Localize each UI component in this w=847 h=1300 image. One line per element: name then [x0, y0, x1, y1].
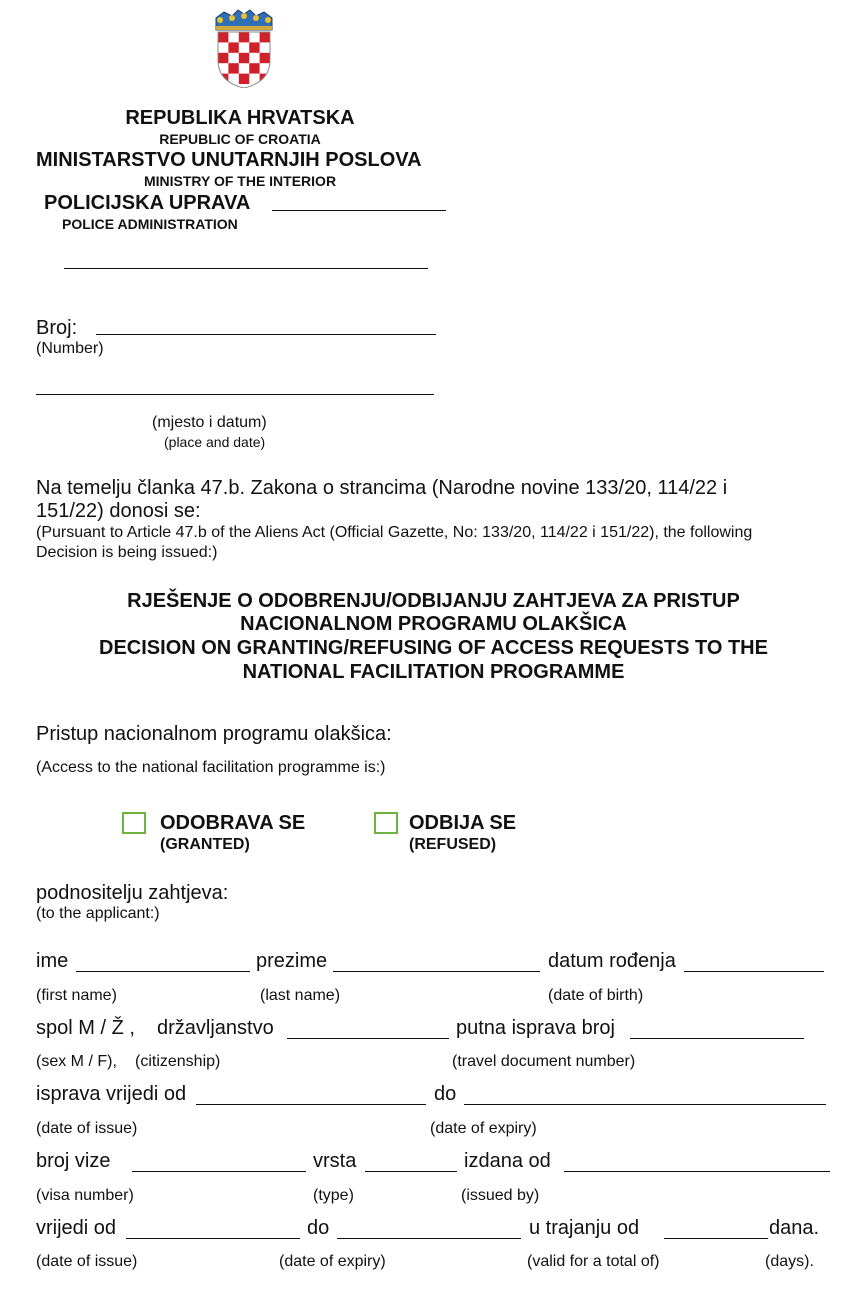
last-name-label-en: (last name): [260, 987, 341, 1004]
visa-number-field[interactable]: [132, 1171, 306, 1172]
legal-basis-en-line2: Decision is being issued:): [36, 544, 218, 561]
citizenship-label-en: (citizenship): [135, 1053, 221, 1070]
dob-field[interactable]: [684, 971, 824, 972]
number-label: Broj:: [36, 317, 78, 339]
doc-valid-to-field[interactable]: [464, 1104, 826, 1105]
header-police-en: POLICE ADMINISTRATION: [62, 216, 238, 232]
doc-valid-to-label: do: [434, 1083, 457, 1105]
issued-by-field[interactable]: [564, 1171, 830, 1172]
citizenship-field[interactable]: [287, 1038, 449, 1039]
legal-basis-en-line1: (Pursuant to Article 47.b of the Aliens Act (Official Gazette, No: 133/20, 114/22 i 151/22), the following: [36, 524, 753, 541]
header-ministry: MINISTARSTVO UNUTARNJIH POSLOVA: [36, 149, 422, 171]
first-name-label: ime: [36, 950, 69, 972]
refused-label: ODBIJA SE: [409, 812, 517, 834]
citizenship-label: državljanstvo: [157, 1017, 274, 1039]
legal-basis-line1: Na temelju članka 47.b. Zakona o strancima (Narodne novine 133/20, 114/22 i: [36, 477, 728, 499]
identity-row: [0, 1017, 847, 1043]
number-label-en: (Number): [36, 340, 104, 357]
header-republic-en: REPUBLIC OF CROATIA: [159, 131, 321, 147]
issued-by-label-en: (issued by): [461, 1187, 540, 1204]
duration-label-en: (valid for a total of): [527, 1253, 660, 1270]
police-admin-field[interactable]: [272, 210, 446, 211]
doc-valid-to-label-en: (date of expiry): [430, 1120, 537, 1137]
visa-validity-row: [0, 1217, 847, 1243]
last-name-label: prezime: [256, 950, 328, 972]
dob-label-en: (date of birth): [548, 987, 644, 1004]
visa-number-label: broj vize: [36, 1150, 111, 1172]
refused-checkbox[interactable]: [374, 812, 398, 834]
title-line4: NATIONAL FACILITATION PROGRAMME: [242, 661, 625, 683]
refused-label-en: (REFUSED): [409, 836, 497, 853]
valid-from-label: vrijedi od: [36, 1217, 117, 1239]
visa-type-field[interactable]: [365, 1171, 457, 1172]
visa-row: [0, 1150, 847, 1176]
doc-validity-row: [0, 1083, 847, 1109]
sex-label: spol M / Ž ,: [36, 1017, 135, 1039]
applicant-label: podnositelju zahtjeva:: [36, 882, 229, 904]
granted-checkbox[interactable]: [122, 812, 146, 834]
header-ministry-en: MINISTRY OF THE INTERIOR: [143, 173, 337, 189]
place-date-label: (mjesto i datum): [152, 414, 267, 431]
admin-unit-field[interactable]: [64, 268, 428, 269]
granted-label: ODOBRAVA SE: [160, 812, 306, 834]
valid-from-field[interactable]: [126, 1238, 300, 1239]
place-date-field[interactable]: [36, 394, 434, 395]
valid-to-label: do: [307, 1217, 330, 1239]
name-row: [0, 950, 847, 976]
travel-doc-label-en: (travel document number): [452, 1053, 636, 1070]
days-label: dana.: [769, 1217, 820, 1239]
doc-valid-from-label: isprava vrijedi od: [36, 1083, 187, 1105]
travel-doc-label: putna isprava broj: [456, 1017, 615, 1039]
duration-field[interactable]: [664, 1238, 768, 1239]
issued-by-label: izdana od: [464, 1150, 551, 1172]
title-line1: RJEŠENJE O ODOBRENJU/ODBIJANJU ZAHTJEVA ZA PRISTUP: [127, 590, 740, 612]
doc-valid-from-label-en: (date of issue): [36, 1120, 138, 1137]
access-label-en: (Access to the national facilitation programme is:): [36, 759, 386, 776]
title-line3: DECISION ON GRANTING/REFUSING OF ACCESS REQUESTS TO THE: [99, 637, 768, 659]
valid-to-field[interactable]: [337, 1238, 521, 1239]
place-date-label-en: (place and date): [164, 434, 266, 450]
valid-from-label-en: (date of issue): [36, 1253, 138, 1270]
dob-label: datum rođenja: [548, 950, 676, 972]
croatian-coat-of-arms-icon: [212, 6, 276, 88]
first-name-label-en: (first name): [36, 987, 117, 1004]
title-line2: NACIONALNOM PROGRAMU OLAKŠICA: [240, 613, 627, 635]
visa-number-label-en: (visa number): [36, 1187, 134, 1204]
visa-type-label-en: (type): [313, 1187, 354, 1204]
first-name-field[interactable]: [76, 971, 250, 972]
granted-label-en: (GRANTED): [160, 836, 250, 853]
header-republic: REPUBLIKA HRVATSKA: [125, 107, 355, 129]
legal-basis-line2: 151/22) donosi se:: [36, 500, 201, 522]
travel-doc-field[interactable]: [630, 1038, 804, 1039]
doc-valid-from-field[interactable]: [196, 1104, 426, 1105]
days-label-en: (days).: [765, 1253, 814, 1270]
applicant-label-en: (to the applicant:): [36, 905, 160, 922]
number-field[interactable]: [96, 334, 436, 335]
duration-label: u trajanju od: [529, 1217, 640, 1239]
access-label: Pristup nacionalnom programu olakšica:: [36, 723, 392, 745]
visa-type-label: vrsta: [313, 1150, 357, 1172]
last-name-field[interactable]: [333, 971, 540, 972]
valid-to-label-en: (date of expiry): [279, 1253, 386, 1270]
header-police: POLICIJSKA UPRAVA: [44, 192, 251, 214]
sex-label-en: (sex M / F),: [36, 1053, 117, 1070]
